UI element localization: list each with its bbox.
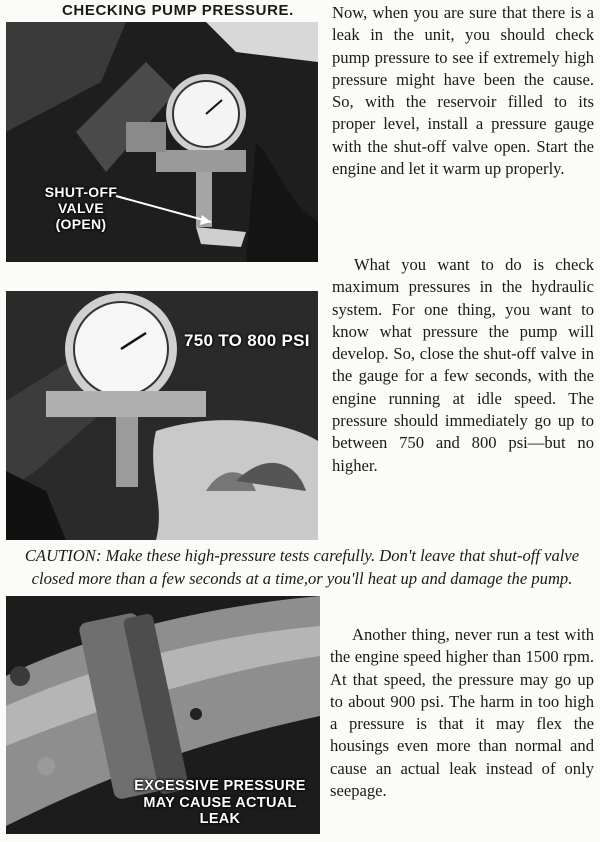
paragraph-1: Now, when you are sure that there is a leak in the unit, you should check pump pressure to see if extremely high pressure might have been the cause. So, with the reservoir filled to its proper level, install a pressure gauge with the shut-off valve open. Start the engine and let it warm up properly. bbox=[332, 3, 594, 179]
caution-label: CAUTION: bbox=[24, 546, 102, 565]
photo-shutoff-valve-caption bbox=[36, 184, 126, 232]
paragraph-3: Another thing, never run a test with the engine speed higher than 1500 rpm. At that speed, the pressure may go up to about 900 psi. The harm in too high a pressure is that it may flex the housings even more than normal and cause an actual leak instead of only seepage. bbox=[330, 625, 594, 801]
section-heading: CHECKING PUMP PRESSURE. bbox=[62, 2, 294, 19]
photo-gauge-reading bbox=[6, 291, 318, 540]
paragraph-2: What you want to do is check maximum pressures in the hydraulic system. For one thing, you want to know what pressure the pump will develop. So, close the shut-off valve in the gauge for a few seconds, with the engine running at idle speed. The pressure should immediately go up to between 750 and 800 psi—but no higher. bbox=[332, 255, 594, 475]
caption-line: SHUT-OFF VALVE bbox=[44, 184, 118, 217]
photo-housing bbox=[6, 596, 320, 834]
photo-gauge-reading-caption: 750 TO 800 PSI bbox=[184, 331, 310, 350]
photo-gauge-reading-illustration bbox=[6, 291, 318, 540]
caution-text: Make these high-pressure tests carefully. Don't leave that shut-off valve closed more than a few seconds at a time,or you'll heat up and damage the pump. bbox=[31, 546, 580, 588]
caption-line: EXCESSIVE PRESSURE bbox=[134, 778, 306, 794]
caption-line: (OPEN) bbox=[55, 216, 107, 233]
caution-note bbox=[6, 545, 598, 590]
caption-line: MAY CAUSE ACTUAL LEAK bbox=[143, 794, 297, 828]
photo-housing-caption bbox=[130, 778, 310, 828]
photo-shutoff-valve bbox=[6, 22, 318, 262]
